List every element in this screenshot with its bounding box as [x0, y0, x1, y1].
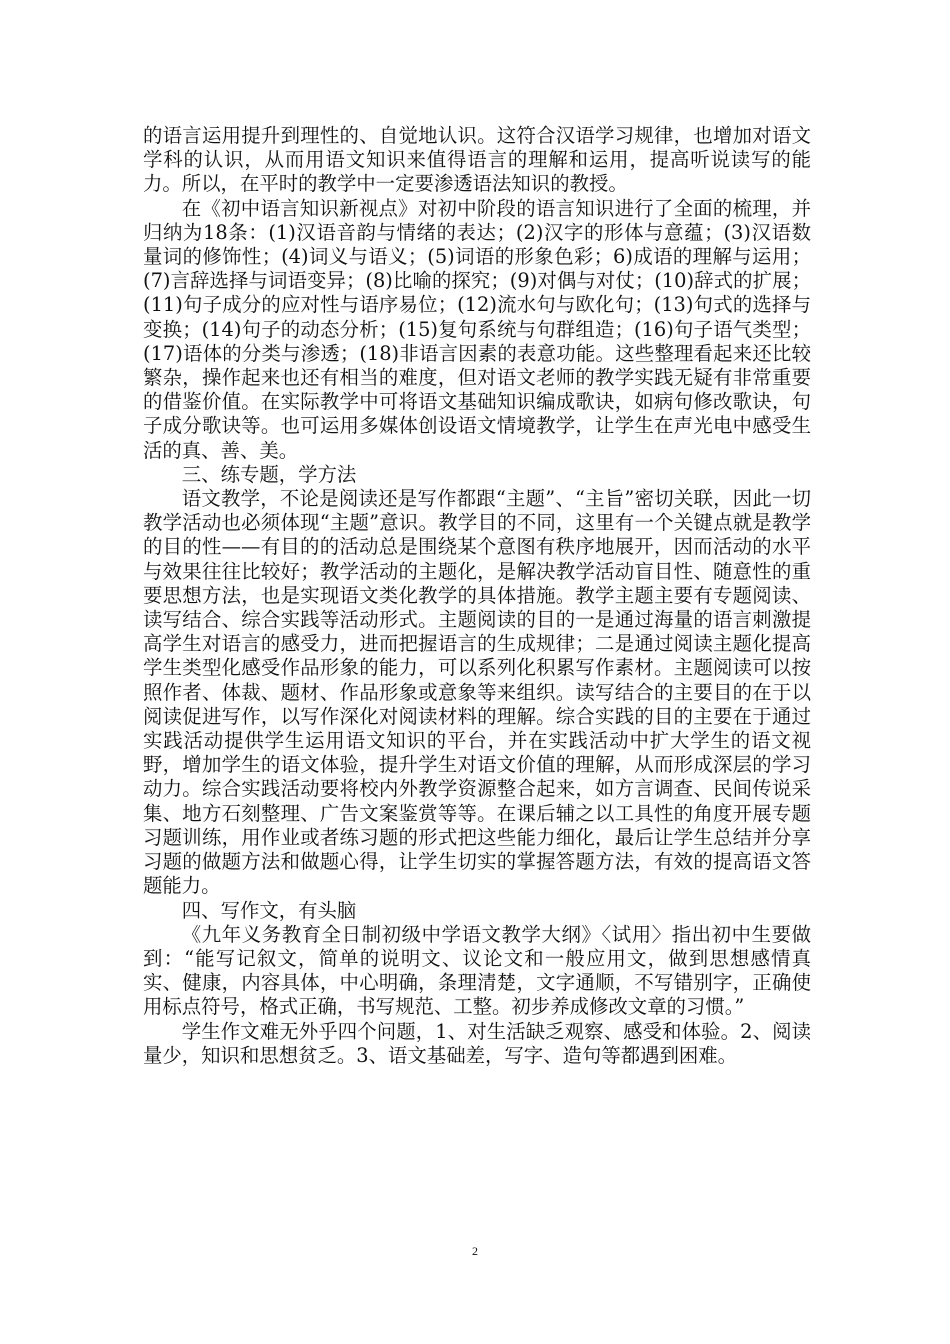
- paragraph-continuation: 的语言运用提升到理性的、自觉地认识。这符合汉语学习规律，也增加对语文学科的认识，从而用语文知识来值得语言的理解和运用，提高听说读写的能力。所以，在平时的教学中一定要渗透语法知识的教授。: [143, 124, 811, 196]
- section-heading-4: 四、写作文，有头脑: [181, 898, 357, 922]
- paragraph-topic-teaching: 语文教学，不论是阅读还是写作都跟“主题”、“主旨”密切关联，因此一切教学活动也必须体现“主题”意识。教学目的不同，这里有一个关键点就是教学的目的性——有目的的活动总是围绕某个意图有秩序地展开，因而活动的水平与效果往往比较好；教学活动的主题化，是解决教学活动盲目性、随意性的重要思想方法，也是实现语文类化教学的具体措施。教学主题主要有专题阅读、读写结合、综合实践等活动形式。主题阅读的目的一是通过海量的语言刺激提高学生对语言的感受力，进而把握语言的生成规律；二是通过阅读主题化提高学生类型化感受作品形象的能力，可以系列化积累写作素材。主题阅读可以按照作者、体裁、题材、作品形象或意象等来组织。读写结合的主要目的在于以阅读促进写作，以写作深化对阅读材料的理解。综合实践的目的主要在于通过实践活动提供学生运用语文知识的平台，并在实践活动中扩大学生的语文视野，增加学生的语文体验，提升学生对语文价值的理解，从而形成深层的学习动力。综合实践活动要将校内外教学资源整合起来，如方言调查、民间传说采集、地方石刻整理、广告文案鉴赏等等。在课后辅之以工具性的角度开展专题习题训练，用作业或者练习题的形式把这些能力细化，最后让学生总结并分享习题的做题方法和做题心得，让学生切实的掌握答题方法，有效的提高语文答题能力。: [143, 487, 811, 898]
- paragraph-language-knowledge: 在《初中语言知识新视点》对初中阶段的语言知识进行了全面的梳理，并归纳为18条：(1)汉语音韵与情绪的表达；(2)汉字的形体与意蕴；(3)汉语数量词的修饰性；(4)词义与语义；(5)词语的形象色彩；6)成语的理解与运用；(7)言辞选择与词语变异；(8)比喻的探究；(9)对偶与对仗；(10)辞式的扩展；(11)句子成分的应对性与语序易位；(12)流水句与欧化句；(13)句式的选择与变换；(14)句子的动态分析；(15)复句系统与句群组造；(16)句子语气类型；(17)语体的分类与渗透；(18)非语言因素的表意功能。这些整理看起来还比较繁杂，操作起来也还有相当的难度，但对语文老师的教学实践无疑有非常重要的借鉴价值。在实际教学中可将语文基础知识编成歌诀，如病句修改歌诀，句子成分歌诀等。也可运用多媒体创设语文情境教学，让学生在声光电中感受生活的真、善、美。: [143, 196, 811, 462]
- page-number: 2: [472, 1244, 478, 1258]
- paragraph-writing-problems: 学生作文难无外乎四个问题，1、对生活缺乏观察、感受和体验。2、阅读量少，知识和思想贫乏。3、语文基础差，写字、造句等都遇到困难。: [143, 1019, 811, 1067]
- section-heading-3: 三、练专题，学方法: [181, 462, 357, 486]
- document-body: [143, 124, 811, 1068]
- paragraph-syllabus-quote: 《九年义务教育全日制初级中学语文教学大纲》〈试用〉指出初中生要做到：“能写记叙文，简单的说明文、议论文和一般应用文，做到思想感情真实、健康，内容具体，中心明确，条理清楚，文字通顺，不写错别字，正确使用标点符号，格式正确，书写规范、工整。初步养成修改文章的习惯。”: [143, 922, 811, 1019]
